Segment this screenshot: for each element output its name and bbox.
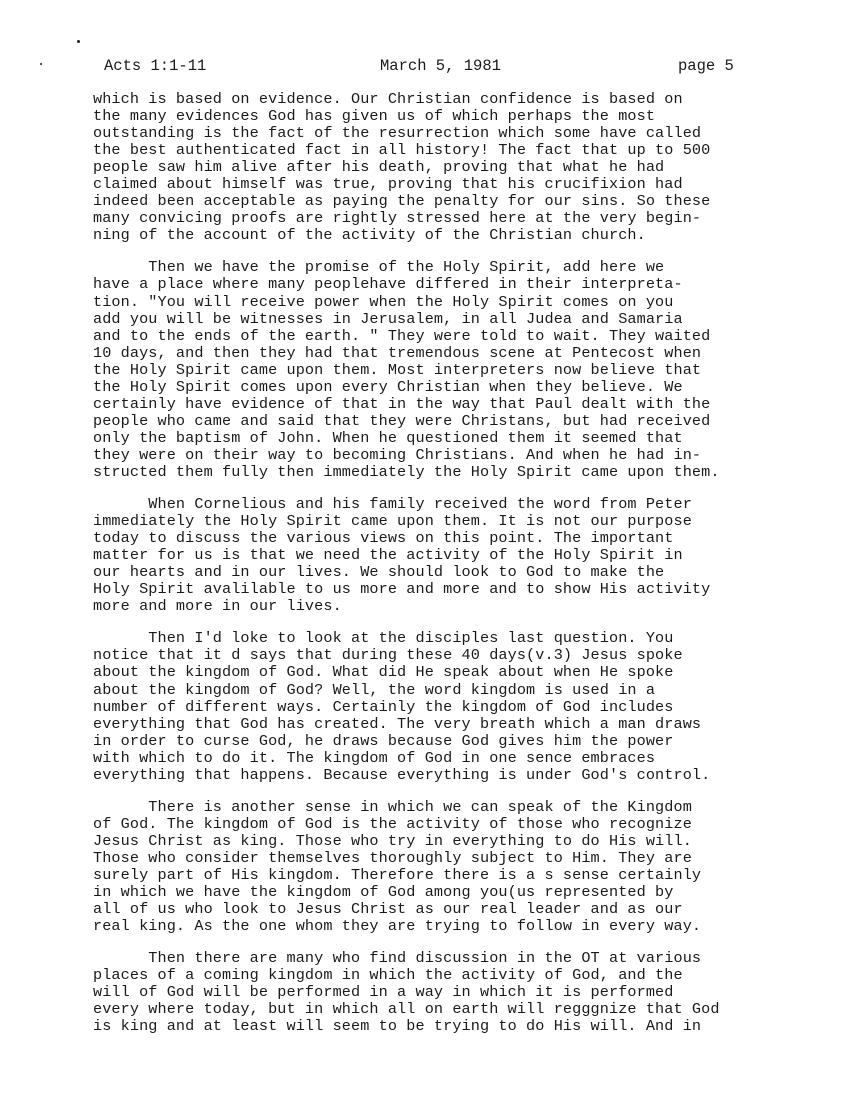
text-line: have a place where many peoplehave differed in their interpreta- [93,275,683,294]
text-line: only the baptism of John. When he questioned them it seemed that [93,428,683,447]
text-line: indeed been acceptable as paying the penalty for our sins. So these [93,192,711,211]
text-line: Jesus Christ as king. Those who try in everything to do His will. [93,831,692,850]
text-line: Then we have the promise of the Holy Spirit, add here we [93,258,665,277]
text-line: add you will be witnesses in Jerusalem, in all Judea and Samaria [93,309,683,328]
text-line: today to discuss the various views on this point. The important [93,529,674,548]
paragraph-disciples-question [93,630,793,783]
text-line: 10 days, and then they had that tremendous scene at Pentecost when [93,343,702,362]
text-line: people saw him alive after his death, proving that what he had [93,158,665,177]
text-line: surely part of His kingdom. Therefore there is a s sense certainly [93,865,702,884]
text-line: ning of the account of the activity of the Christian church. [93,226,646,245]
scripture-reference: Acts 1:1-11 [104,57,207,75]
paragraph-another-sense [93,799,793,935]
text-line: in order to curse God, he draws because God gives him the power [93,731,674,750]
text-line: certainly have evidence of that in the way that Paul dealt with the [93,394,711,413]
text-line: the best authenticated fact in all history! The fact that up to 500 [93,141,711,160]
text-line: many convicing proofs are rightly stressed here at the very begin- [93,209,702,228]
text-line: about the kingdom of God. What did He speak about when He spoke [93,663,674,682]
text-line: people who came and said that they were Christans, but had received [93,411,711,430]
text-line: tion. "You will receive power when the Holy Spirit comes on you [93,292,674,311]
text-line: all of us who look to Jesus Christ as our real leader and as our [93,900,683,919]
paragraph-cornelious [93,496,793,615]
text-line: they were on their way to becoming Christians. And when he had in- [93,445,702,464]
sermon-date: March 5, 1981 [380,57,501,75]
scan-speck [77,40,80,43]
text-line: Holy Spirit avalilable to us more and more and to show His activity [93,580,711,599]
text-line: structed them fully then immediately the Holy Spirit came upon them. [93,462,720,481]
text-line: notice that it d says that during these 40 days(v.3) Jesus spoke [93,646,683,665]
text-line: real king. As the one whom they are trying to follow in every way. [93,917,702,936]
page-header [104,57,744,79]
text-line: places of a coming kingdom in which the activity of God, and the [93,966,683,985]
text-line: When Cornelious and his family received the word from Peter [93,495,692,514]
text-line: about the kingdom of God? Well, the word kingdom is used in a [93,680,656,699]
text-line: and to the ends of the earth. " They were told to wait. They waited [93,326,711,345]
text-line: Those who consider themselves thoroughly subject to Him. They are [93,848,692,867]
scan-speck [40,63,42,65]
paragraph-coming-kingdom [93,950,793,1035]
text-line: more and more in our lives. [93,597,342,616]
text-line: claimed about himself was true, proving that his crucifixion had [93,175,683,194]
text-line: of God. The kingdom of God is the activity of those who recognize [93,814,692,833]
text-line: Then there are many who find discussion in the OT at various [93,949,702,968]
text-line: the many evidences God has given us of which perhaps the most [93,107,656,126]
text-line: matter for us is that we need the activity of the Holy Spirit in [93,546,683,565]
paragraph-holy-spirit-promise [93,259,793,481]
page-number: page 5 [678,57,734,75]
text-line: with which to do it. The kingdom of God in one sence embraces [93,748,656,767]
paragraph-evidence [93,91,793,244]
text-line: every where today, but in which all on earth will regggnize that God [93,1000,720,1019]
text-line: is king and at least will seem to be trying to do His will. And in [93,1017,702,1036]
sermon-body [93,91,793,1050]
text-line: which is based on evidence. Our Christian confidence is based on [93,90,683,108]
text-line: immediately the Holy Spirit came upon them. It is not our purpose [93,512,692,531]
text-line: the Holy Spirit comes upon every Christian when they believe. We [93,377,683,396]
text-line: number of different ways. Certainly the kingdom of God includes [93,697,674,716]
text-line: in which we have the kingdom of God among you(us represented by [93,883,674,902]
text-line: Then I'd loke to look at the disciples last question. You [93,629,674,648]
text-line: outstanding is the fact of the resurrection which some have called [93,124,702,143]
text-line: everything that happens. Because everything is under God's control. [93,765,711,784]
text-line: There is another sense in which we can speak of the Kingdom [93,797,692,816]
text-line: the Holy Spirit came upon them. Most interpreters now believe that [93,360,702,379]
text-line: everything that God has created. The very breath which a man draws [93,714,702,733]
text-line: will of God will be performed in a way in which it is performed [93,983,674,1002]
text-line: our hearts and in our lives. We should look to God to make the [93,563,665,582]
